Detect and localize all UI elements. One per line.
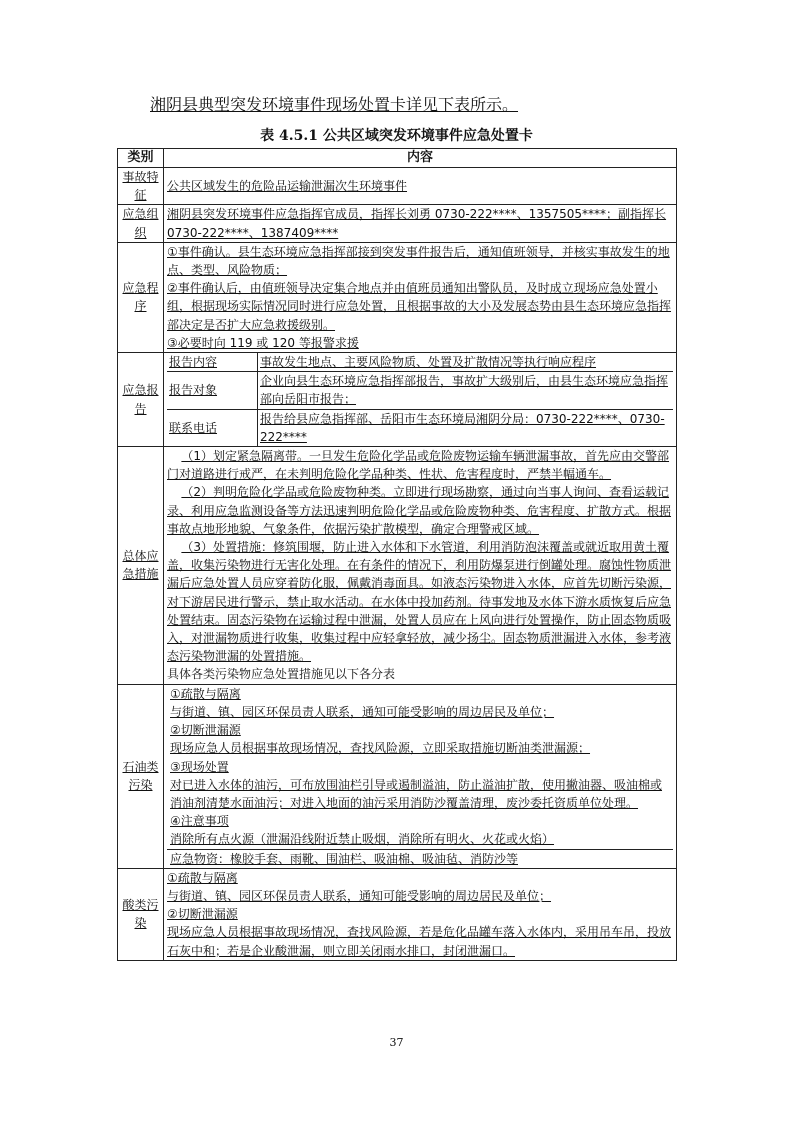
report-value — [258, 353, 674, 372]
row-text — [164, 447, 677, 685]
row-text — [164, 868, 677, 960]
row-label: 总体应急措施 — [118, 447, 164, 685]
measure-paragraph: （3）处置措施：修筑围堰，防止进入水体和下水管道，利用消防泡沫覆盖或就近取用黄土覆盖，收集污染物进行无害化处理。在有条件的情况下，利用防爆泵进行倒罐处理。腐蚀性物质泄漏后应急处置人员应穿着防化服，佩戴消毒面具。如液态污染物进入水体，应首先切断污染源，对下游居民进行警示，禁止取水活动。在水体中投加药剂。待事发地及水体下游水质恢复后应急处置结束。固态污染物在运输过程中泄漏，处置人员应在上风向进行处置操作，防止固态物质吸入，对泄漏物质进行收集，收集过程中应轻拿轻放，减少扬尘。固态物质泄漏进入水体，参考液态污染物泄漏的处置措施。 — [167, 540, 672, 664]
oil-line: 与街道、镇、园区环保员责人联系，通知可能受影响的周边居民及单位； — [170, 704, 555, 719]
row-label: 应急程序 — [118, 242, 164, 352]
measure-paragraph: （2）判明危险化学品或危险废物种类。立即进行现场勘察，通过向当事人询问、查看运载记录、利用应急监测设备等方法迅速判明危险化学品或危险废物种类、危害程度、扩散方式。根据事故点地形地貌、气象条件，依据污染扩散模型，确定合理警戒区域。 — [167, 485, 672, 536]
row-event — [118, 168, 677, 205]
page-number: 37 — [389, 1036, 404, 1049]
row-general-measures — [118, 447, 677, 685]
oil-line: 现场应急人员根据事故现场情况，查找风险源，立即采取措施切断油类泄漏源； — [170, 741, 591, 756]
measure-paragraph: 具体各类污染物应急处置措施见以下各分表 — [167, 667, 396, 682]
intro-text: 湘阴县典型突发环境事件现场处置卡详见下表所示。 — [150, 95, 519, 114]
row-oil-pollution — [118, 684, 677, 868]
oil-line: 消除所有点火源（泄漏沿线附近禁止吸烟，消除所有明火、火花或火焰） — [170, 832, 555, 847]
row-label: 应急报告 — [118, 353, 164, 447]
row-label: 酸类污染 — [118, 868, 164, 960]
row-acid-pollution — [118, 868, 677, 960]
oil-line: ①疏散与隔离 — [170, 686, 241, 701]
row-text — [164, 168, 677, 205]
measure-paragraph: （1）划定紧急隔离带。一旦发生危险化学品或危险废物运输车辆泄漏事故，首先应由交警部门对道路进行戒严，在未判明危险化学品种类、性状、危害程度时，严禁半幅通车。 — [167, 449, 670, 482]
oil-line: ③现场处置 — [170, 759, 229, 774]
org-text: 湘阴县突发环境事件应急指挥官成员，指挥长刘勇 0730-222****、1357505****；副指挥长 0730-222****、1387409**** — [167, 207, 667, 240]
header-content: 内容 — [164, 149, 677, 168]
row-org — [118, 205, 677, 242]
acid-line: ②切断泄漏源 — [167, 907, 238, 922]
table-title: 表 4.5.1 公共区域突发环境事件应急处置卡 — [260, 128, 533, 144]
row-text — [164, 242, 677, 352]
report-value-text: 事故发生地点、主要风险物质、处置及扩散情况等执行响应程序 — [260, 355, 597, 370]
oil-line: 对已进入水体的油污，可布放围油栏引导或遏制溢油，防止溢油扩散，使用撇油器、吸油棉或消油剂清楚水面油污；对进入地面的油污采用消防沙覆盖清理，废沙委托资质单位处理。 — [170, 777, 663, 810]
header-category: 类别 — [118, 149, 164, 168]
report-value-text: 企业向县生态环境应急指挥部报告，事故扩大级别后，由县生态环境应急指挥部向岳阳市报告； — [260, 374, 669, 407]
event-text: 公共区域发生的危险品运输泄漏次生环境事件 — [167, 179, 408, 194]
acid-line: 现场应急人员根据事故现场情况，查找风险源，若是危化品罐车落入水体内，采用吊车吊，投放石灰中和；若是企业酸泄漏，则立即关闭雨水排口，封闭泄漏口。 — [167, 925, 672, 958]
report-value — [258, 372, 674, 409]
row-label: 石油类污染 — [118, 684, 164, 868]
row-report — [118, 353, 677, 447]
report-value — [258, 409, 674, 446]
report-key: 联系电话 — [167, 409, 258, 446]
procedure-line: ②事件确认后，由值班领导决定集合地点并由值班员通知出警队员，及时成立现场应急处置小组，根据现场实际情况同时进行应急处置，且根据事故的大小及发展态势由县生态环境应急指挥部决定是否扩大应急救援级别。 — [167, 281, 672, 332]
row-text — [164, 205, 677, 242]
row-text — [164, 684, 677, 868]
acid-line: 与街道、镇、园区环保员责人联系，通知可能受影响的周边居民及单位； — [167, 888, 552, 903]
row-procedure — [118, 242, 677, 352]
procedure-line: ③必要时向 119 或 120 等报警求援 — [167, 335, 359, 350]
oil-line: ②切断泄漏源 — [170, 723, 241, 738]
row-text — [164, 353, 677, 447]
report-key: 报告内容 — [167, 353, 258, 372]
report-value-text: 报告给县应急指挥部、岳阳市生态环境局湘阴分局：0730-222****、0730-222**** — [260, 411, 665, 444]
report-key: 报告对象 — [167, 372, 258, 409]
oil-materials: 应急物资：橡胶手套、雨靴、围油栏、吸油棉、吸油毡、消防沙等 — [170, 851, 519, 866]
acid-line: ①疏散与隔离 — [167, 870, 238, 885]
emergency-card-table — [117, 148, 677, 961]
procedure-line: ①事件确认。县生态环境应急指挥部接到突发事件报告后，通知值班领导，并核实事故发生的地点、类型、风险物质； — [167, 244, 670, 278]
row-label: 应急组织 — [118, 205, 164, 242]
oil-line: ④注意事项 — [170, 814, 229, 829]
report-subtable — [167, 353, 673, 446]
row-label: 事故特征 — [118, 168, 164, 205]
